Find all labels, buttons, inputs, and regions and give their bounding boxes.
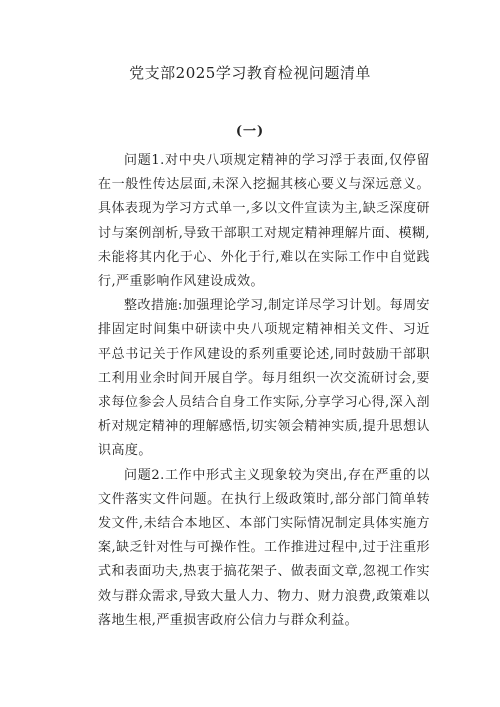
document-body	[98, 149, 430, 633]
section-heading: (一)	[235, 124, 265, 139]
paragraph-rectification: 整改措施:加强理论学习,制定详尽学习计划。每周安排固定时间集中研读中央八项规定精神相关文件、习近平总书记关于作风建设的系列重要论述,同时鼓励干部职工利用业余时间开展自学。每月组织一次交流研讨会,要求每位参会人员结合自身工作实际,分享学习心得,深入剖析对规定精神的理解感悟,切实领会精神实质,提升思想认识高度。	[98, 298, 430, 459]
paragraph-problem-1: 问题1.对中央八项规定精神的学习浮于表面,仅停留在一般性传达层面,未深入挖掘其核心要义与深远意义。具体表现为学习方式单一,多以文件宣读为主,缺乏深度研讨与案例剖析,导致干部职工对规定精神理解片面、模糊,未能将其内化于心、外化于行,难以在实际工作中自觉践行,严重影响作风建设成效。	[98, 153, 430, 290]
document-title: 党支部2025学习教育检视问题清单	[129, 64, 371, 82]
paragraph-problem-2: 问题2.工作中形式主义现象较为突出,存在严重的以文件落实文件问题。在执行上级政策时,部分部门简单转发文件,未结合本地区、本部门实际情况制定具体实施方案,缺乏针对性与可操作性。工作推进过程中,过于注重形式和表面功夫,热衷于搞花架子、做表面文章,忽视工作实效与群众需求,导致大量人力、物力、财力浪费,政策难以落地生根,严重损害政府公信力与群众利益。	[98, 467, 430, 628]
